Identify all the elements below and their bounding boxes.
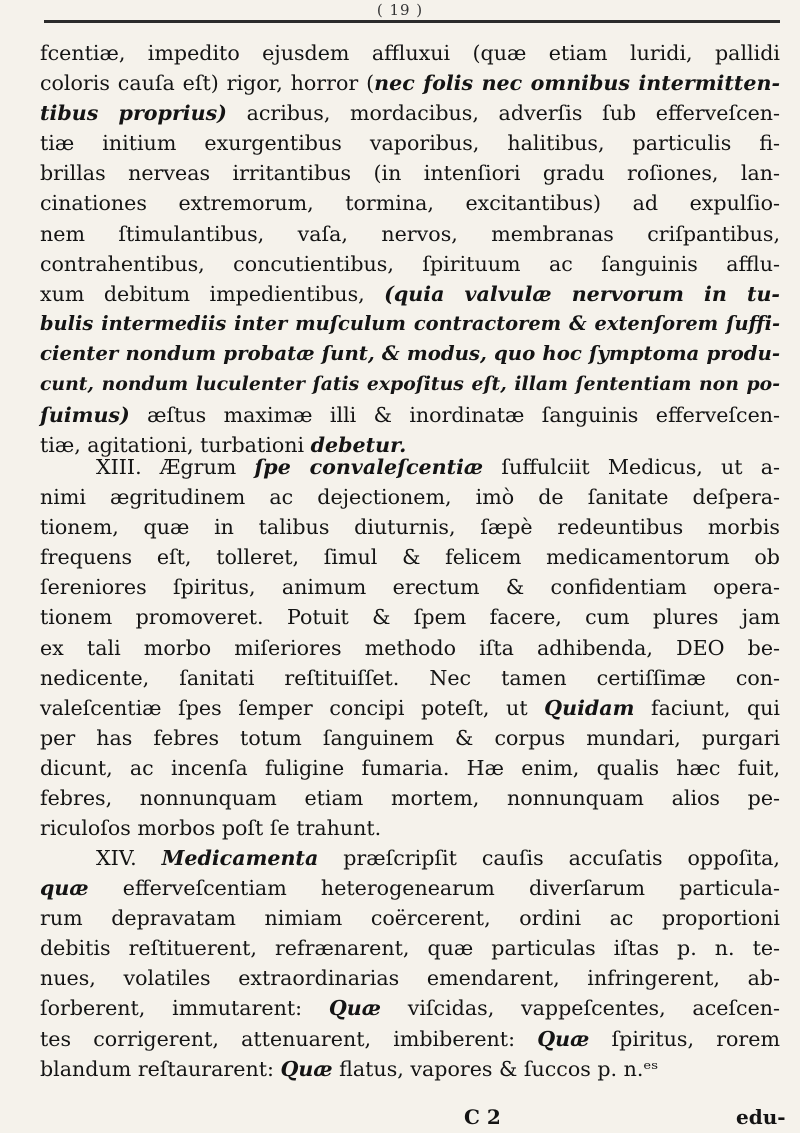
text-segment: coloris cauſa eſt) rigor, horror (: [40, 71, 375, 96]
text-line: [40, 68, 780, 98]
text-line: [40, 219, 780, 249]
text-segment: nem ſtimulantibus, vaſa, nervos, membranas criſpantibus,: [40, 221, 780, 246]
text-line: [40, 249, 780, 279]
italic-segment: Quæ: [328, 996, 381, 1021]
text-line: [40, 512, 780, 542]
text-line: [40, 933, 780, 963]
text-line: [40, 813, 780, 843]
text-segment: ſuffulciit Medicus, ut a-: [483, 455, 781, 479]
text-segment: xum debitum impedientibus,: [40, 281, 385, 306]
text-line: [40, 1054, 780, 1084]
italic-segment: Quæ: [537, 1026, 590, 1051]
text-segment: viſcidas, vappeſcentes, aceſcen-: [380, 996, 780, 1021]
page-number: ( 19 ): [376, 1, 424, 19]
paragraph-xiii: [40, 452, 780, 843]
text-line: [40, 369, 780, 400]
text-line: [40, 723, 780, 753]
italic-segment: ſpe convaleſcentiæ: [254, 455, 484, 479]
text-line: [40, 633, 780, 663]
text-line: [40, 542, 780, 572]
italic-segment: Medicamenta: [161, 846, 319, 870]
header-rule: [44, 20, 780, 23]
paragraph-xiv: [40, 843, 780, 1084]
text-segment: XIV.: [96, 846, 162, 870]
text-line: [40, 602, 780, 632]
text-segment: acribus, mordacibus, adverſis ſub efferveſcen-: [226, 101, 781, 126]
text-line: [40, 98, 780, 128]
text-segment: XIII. Ægrum: [96, 455, 255, 479]
italic-segment: cunt, nondum luculenter ſatis expoſitus eſt, illam ſententiam non po-: [40, 373, 780, 396]
text-segment: nimi ægritudinem ac dejectionem, imò de ſanitate deſpera-: [40, 485, 780, 510]
text-segment: cinationes extremorum, tormina, excitantibus) ad expulſio-: [40, 191, 780, 216]
text-segment: faciunt, qui: [634, 695, 780, 720]
text-segment: flatus, vapores & ſuccos p. n.ᵉˢ: [332, 1056, 659, 1081]
italic-segment: debetur.: [310, 433, 407, 458]
text-line: [40, 993, 780, 1023]
text-segment: per has febres totum ſanguinem & corpus mundari, purgari: [40, 725, 780, 750]
text-line: [40, 38, 780, 68]
text-segment: valeſcentiæ ſpes ſemper concipi poteſt, ut: [40, 695, 545, 720]
text-line: [40, 753, 780, 783]
text-line: [40, 128, 780, 158]
text-line: [40, 400, 780, 430]
text-segment: tionem promoveret. Potuit & ſpem facere, cum plures jam: [40, 605, 780, 630]
text-line: [40, 339, 780, 369]
text-segment: fcentiæ, impedito ejusdem affluxui (quæ etiam luridi, pallidi: [40, 41, 780, 65]
text-segment: contrahentibus, concutientibus, ſpirituum ac ſanguinis afflu-: [40, 251, 780, 276]
text-segment: dicunt, ac incenſa fuligine fumaria. Hæ enim, qualis hæc fuit,: [40, 755, 780, 780]
text-segment: nues, volatiles extraordinarias emendarent, infringerent, ab-: [40, 966, 780, 991]
text-line: [40, 963, 780, 993]
text-segment: æſtus maximæ illi & inordinatæ ſanguinis efferveſcen-: [129, 403, 780, 428]
text-line: [40, 1024, 780, 1054]
text-segment: ſpiritus, rorem: [589, 1026, 780, 1051]
italic-segment: quæ: [40, 876, 89, 901]
text-segment: ſorberent, immutarent:: [40, 996, 329, 1021]
catchword: edu-: [736, 1105, 786, 1129]
text-segment: tionem, quæ in talibus diuturnis, ſæpè redeuntibus morbis: [40, 515, 780, 540]
text-line: [40, 783, 780, 813]
text-line: [40, 873, 780, 903]
signature-mark: C 2: [464, 1105, 501, 1129]
paragraph-continued: [40, 38, 780, 460]
italic-segment: Quæ: [280, 1056, 333, 1081]
text-segment: ex tali morbo miſeriores methodo iſta adhibenda, DEO be-: [40, 635, 780, 660]
italic-segment: cienter nondum probatæ ſunt, & modus, quo hoc ſymptoma produ-: [40, 341, 780, 365]
text-segment: ſereniores ſpiritus, animum erectum & confidentiam opera-: [40, 575, 780, 600]
text-segment: efferveſcentiam heterogenearum diverſarum particula-: [88, 876, 780, 901]
italic-segment: tibus proprius): [40, 101, 227, 126]
text-line: [40, 158, 780, 188]
text-segment: febres, nonnunquam etiam mortem, nonnunquam alios pe-: [40, 786, 780, 811]
text-segment: tes corrigerent, attenuarent, imbiberent:: [40, 1026, 538, 1051]
text-line: [40, 693, 780, 723]
text-segment: tiæ, agitationi, turbationi: [40, 433, 311, 458]
text-segment: riculoſos morbos poſt ſe trahunt.: [40, 816, 382, 841]
text-segment: frequens eſt, tolleret, ſimul & felicem medicamentorum ob: [40, 545, 780, 570]
text-line: [40, 572, 780, 602]
text-line: [40, 843, 780, 873]
text-line: [40, 188, 780, 218]
text-line: [40, 452, 780, 482]
text-line: [40, 482, 780, 512]
text-line: [40, 309, 780, 339]
text-segment: rum depravatam nimiam coërcerent, ordini ac proportioni: [40, 906, 780, 931]
text-line: [40, 279, 780, 309]
text-segment: debitis reſtituerent, refrænarent, quæ particulas iſtas p. n. te-: [40, 936, 780, 961]
text-line: [40, 663, 780, 693]
text-line: [40, 903, 780, 933]
italic-segment: bulis intermediis inter muſculum contractorem & extenſorem ſuffi-: [40, 311, 780, 335]
italic-segment: (quia valvulæ nervorum in tu-: [384, 281, 780, 306]
italic-segment: nec folis nec omnibus intermitten-: [374, 71, 780, 96]
text-segment: præſcripſit cauſis accuſatis oppoſita,: [318, 846, 780, 870]
text-segment: brillas nerveas irritantibus (in intenſiori gradu roſiones, lan-: [40, 161, 780, 186]
page-footer: [0, 1104, 800, 1130]
text-segment: nedicente, ſanitati reſtituiſſet. Nec tamen certiſſimæ con-: [40, 665, 780, 690]
text-segment: blandum reſtaurarent:: [40, 1056, 281, 1081]
italic-segment: ſuimus): [40, 403, 130, 428]
text-segment: tiæ initium exurgentibus vaporibus, halitibus, particulis fi-: [40, 131, 780, 156]
italic-segment: Quidam: [544, 695, 635, 720]
